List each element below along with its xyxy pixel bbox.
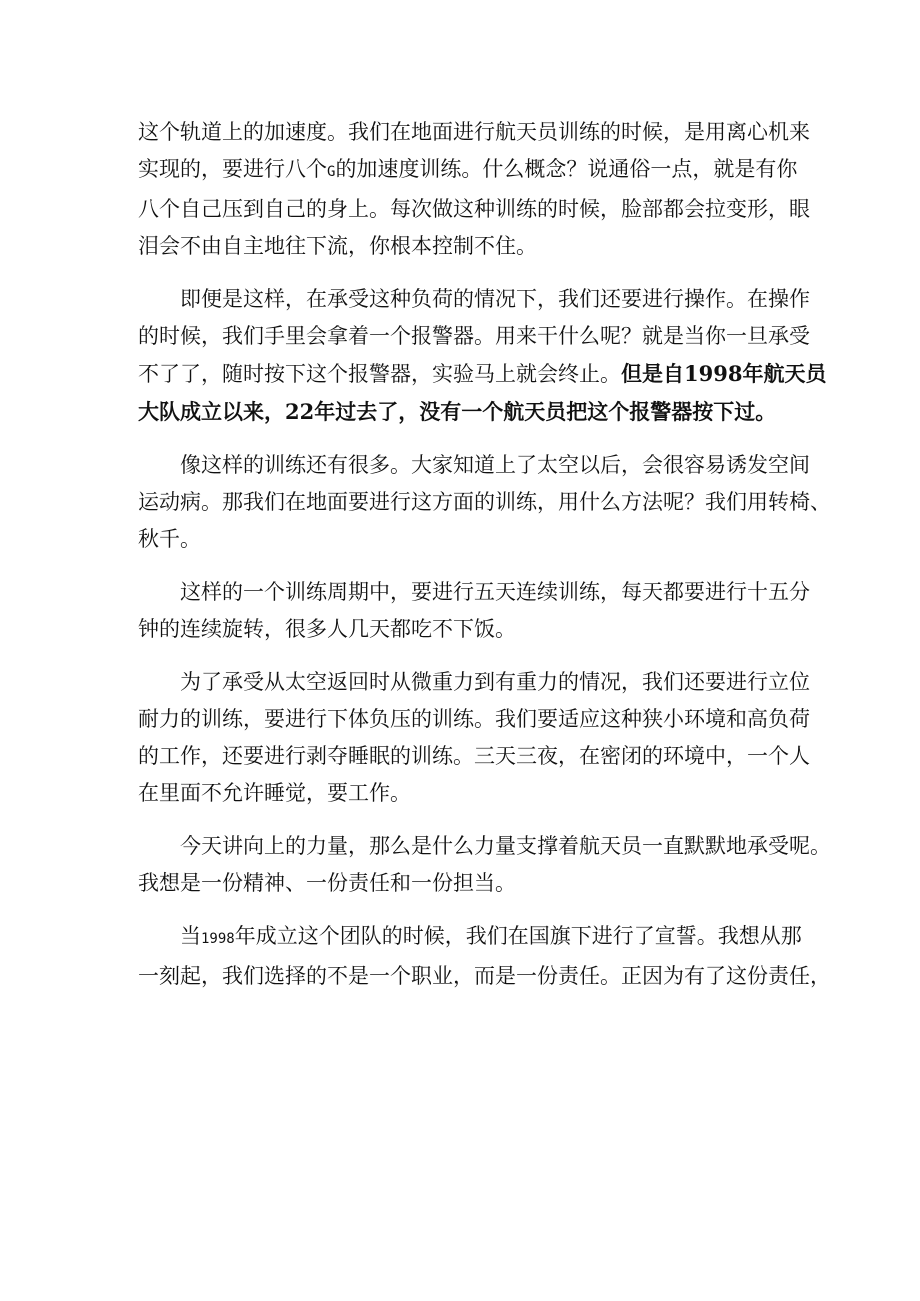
text-run-small: 1998 <box>201 931 235 947</box>
text-line <box>138 228 788 265</box>
text-run: 钟的连续旋转，很多人几天都吃不下饭。 <box>138 617 516 641</box>
text-run: 运动病。那我们在地面要进行这方面的训练，用什么方法呢？我们用转椅、 <box>138 490 831 514</box>
paragraph-5 <box>138 664 810 812</box>
text-line <box>138 447 810 484</box>
text-run: 这样的一个训练周期中，要进行五天连续训练，每天都要进行十五分 <box>180 580 810 604</box>
text-run: 当 <box>180 924 201 948</box>
text-line <box>138 114 810 151</box>
paragraph-1 <box>138 114 810 265</box>
paragraph-3 <box>138 447 831 558</box>
text-run-bold: 但是自1998年航天员 <box>621 361 827 386</box>
text-line <box>138 828 831 865</box>
text-line <box>138 191 810 228</box>
text-line <box>138 611 788 648</box>
text-run: 一刻起，我们选择的不是一个职业，而是一份责任。正因为有了这份责任， <box>138 964 831 988</box>
paragraph-2 <box>138 281 827 431</box>
text-run: 秋千。 <box>138 527 201 551</box>
text-run-small: G <box>327 164 336 180</box>
text-line <box>138 355 827 393</box>
text-line <box>138 738 810 775</box>
text-run: 不了了，随时按下这个报警器，实验马上就会终止。 <box>138 362 621 386</box>
text-run: 这个轨道上的加速度。我们在地面进行航天员训练的时候，是用离心机来 <box>138 120 810 144</box>
text-line <box>138 918 802 958</box>
text-line <box>138 574 810 611</box>
text-run: 今天讲向上的力量，那么是什么力量支撑着航天员一直默默地承受呢。 <box>180 834 831 858</box>
text-run: 泪会不由自主地往下流，你根本控制不住。 <box>138 234 537 258</box>
paragraph-4 <box>138 574 810 648</box>
text-run-bold: 大队成立以来，22年过去了，没有一个航天员把这个报警器按下过。 <box>138 399 777 424</box>
text-line <box>138 775 788 812</box>
text-line <box>138 281 810 318</box>
text-line <box>138 865 788 902</box>
text-run: 像这样的训练还有很多。大家知道上了太空以后，会很容易诱发空间 <box>180 453 810 477</box>
text-run: 我想是一份精神、一份责任和一份担当。 <box>138 871 516 895</box>
text-line <box>138 318 810 355</box>
paragraph-7 <box>138 918 831 995</box>
text-line <box>138 393 788 431</box>
text-line <box>138 151 798 191</box>
text-run: 八个自己压到自己的身上。每次做这种训练的时候，脸部都会拉变形，眼 <box>138 197 810 221</box>
text-run: 为了承受从太空返回时从微重力到有重力的情况，我们还要进行立位 <box>180 670 810 694</box>
document-body <box>138 114 831 1011</box>
text-run: 在里面不允许睡觉，要工作。 <box>138 781 411 805</box>
text-run: 实现的，要进行八个 <box>138 157 327 181</box>
text-run: 的工作，还要进行剥夺睡眠的训练。三天三夜，在密闭的环境中，一个人 <box>138 744 810 768</box>
text-run: 的时候，我们手里会拿着一个报警器。用来干什么呢？就是当你一旦承受 <box>138 324 810 348</box>
text-line <box>138 484 831 521</box>
text-run: 年成立这个团队的时候，我们在国旗下进行了宣誓。我想从那 <box>234 924 802 948</box>
paragraph-6 <box>138 828 831 902</box>
text-run: 的加速度训练。什么概念？说通俗一点，就是有你 <box>335 157 798 181</box>
text-run: 耐力的训练，要进行下体负压的训练。我们要适应这种狭小环境和高负荷 <box>138 707 810 731</box>
text-run: 即便是这样，在承受这种负荷的情况下，我们还要进行操作。在操作 <box>180 287 810 311</box>
text-line <box>138 521 788 558</box>
text-line <box>138 701 810 738</box>
text-line <box>138 664 810 701</box>
text-line <box>138 958 831 995</box>
